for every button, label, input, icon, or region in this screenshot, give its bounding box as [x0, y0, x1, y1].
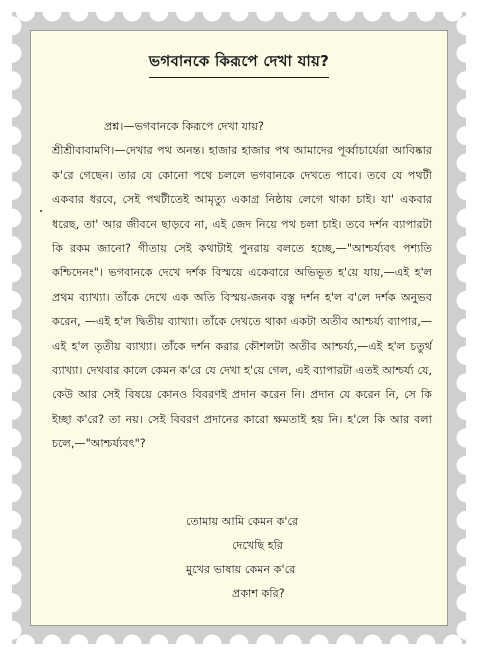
question-line: প্রশ্ন।—ভগবানকে কিরূপে দেখা যায়? — [104, 120, 264, 133]
poem-line: দেখেছি হরি — [232, 539, 284, 552]
margin-mark — [40, 210, 42, 212]
body-text — [52, 115, 432, 457]
page-title — [0, 50, 478, 78]
poem-line: তোমায় আমি কেমন ক'রে — [186, 515, 299, 528]
poem-line: মুখের ভাষায় কেমন ক'রে — [186, 563, 296, 576]
poem-line: প্রকাশ করি? — [232, 587, 285, 600]
answer-paragraph: শ্রীশ্রীবাবামণি।—দেখার পথ অনন্ত। হাজার হাজার পথ আমাদের পূর্ব্বাচার্যেরা আবিষ্কার ক'রে গেছেন। তার যে কোনো পথে চললে ভগবানকে দেখতে পাবে। তবে যে পথটী একবার ধরবে, সেই পথটীতেই আমৃত্যু একাগ্র নিষ্ঠায় লেগে থাকা চাই। যা' একবার ধরেছ, তা' আর জীবনে ছাড়বে না, এই জেদ নিয়ে পথ চলা চাই। তবে দর্শন ব্যাপারটা কি রকম জানো? গীতায় সেই কথাটাই পুনরায় বলতে হচ্ছে,—"আশ্চর্য্যবৎ পশ্যতি কশ্চিদেনং"। ভগবানকে দেখে দর্শক বিস্ময়ে একেবারে অভিভূত হ'য়ে যায়,—এই হ'ল প্রথম ব্যাখ্যা। তাঁকে দেখে এক অতি বিস্ময়-জনক বস্তু দর্শন হ'ল ব'লে দর্শক অনুভব করেন, —এই হ'ল দ্বিতীয় ব্যাখ্যা। তাঁকে দেখতে থাকা একটা অতীব আশ্চর্য্য ব্যাপার,—এই হ'ল তৃতীয় ব্যাখ্যা। তাঁকে দর্শন করার কৌশলটা অতীব আশ্চর্য্য,—এই হ'ল চতুর্থ ব্যাখ্যা। দেখবার কালে কেমন ক'রে যে দেখা হ'য়ে গেল, এই ব্যাপারটা এতই আশ্চর্য্য যে, কেউ আর সেই বিষয়ে কোনও বিবরণই প্রদান করেন নি। প্রদান যে করেন নি, সে কি ইচ্ছা ক'রে? তা নয়। সেই বিবরণ প্রদানের কারো ক্ষমতাই হয় নি। হ'লে কি আর বলা চলে,—"আশ্চর্য্যবৎ"? — [52, 144, 432, 451]
title-text: ভগবানকে কিরূপে দেখা যায়? — [149, 50, 329, 78]
